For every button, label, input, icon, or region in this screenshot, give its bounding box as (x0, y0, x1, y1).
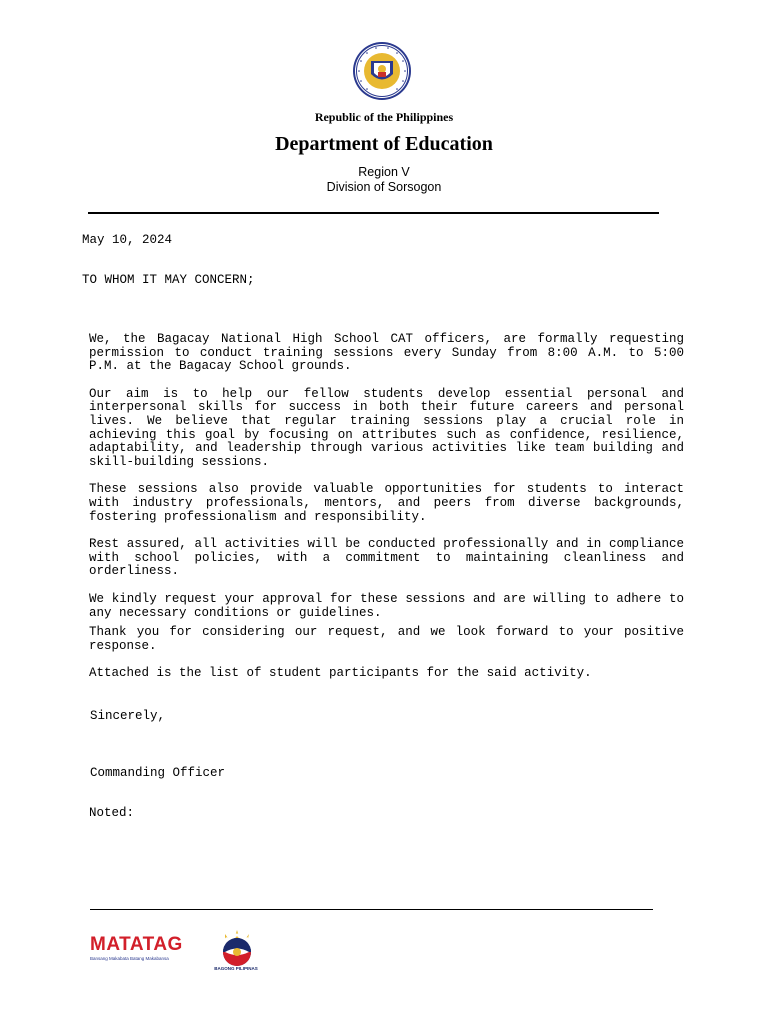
matatag-tagline: Bansang Makabata Batang Makabansa (90, 956, 169, 961)
letter-body (89, 333, 684, 681)
signatory-title: Commanding Officer (90, 766, 226, 780)
paragraph-opportunities: These sessions also provide valuable opportunities for students to interact with industry professionals, mentors, and peers from diverse backgrounds, fostering professionalism and responsibility. (89, 482, 684, 524)
region-line: Region V (358, 165, 410, 179)
division-line: Division of Sorsogon (326, 180, 442, 194)
deped-seal-logo (347, 41, 417, 101)
salutation: TO WHOM IT MAY CONCERN; (82, 273, 255, 287)
paragraph-approval: We kindly request your approval for these sessions and are willing to adhere to any necessary conditions or guidelines. (89, 591, 684, 620)
matatag-logo (90, 935, 200, 970)
paragraph-aim: Our aim is to help our fellow students develop essential personal and interpersonal skills for success in both their future careers and personal lives. We believe that regular training sessions play a crucial role in achieving this goal by focusing on attributes such as confidence, resilience, adaptability, and leadership through various activities like team building and skill-building sessions. (89, 386, 684, 469)
paragraph-request: We, the Bagacay National High School CAT officers, are formally requesting permission to conduct training sessions every Sunday from 8:00 A.M. to 5:00 P.M. at the Bagacay School grounds. (89, 332, 684, 374)
header-divider (88, 212, 659, 214)
noted-label: Noted: (89, 806, 135, 820)
paragraph-thanks: Thank you for considering our request, and we look forward to your positive response. (89, 625, 684, 653)
letter-date: May 10, 2024 (82, 233, 173, 247)
department-heading: Department of Education (275, 133, 493, 155)
footer-divider (90, 909, 653, 910)
closing: Sincerely, (90, 709, 166, 723)
paragraph-assurance: Rest assured, all activities will be conducted professionally and in compliance with school policies, with a commitment to maintaining cleanliness and orderliness. (89, 537, 684, 579)
republic-heading: Republic of the Philippines (314, 110, 454, 124)
bagong-pilipinas-label: BAGONG PILIPINAS (214, 966, 258, 971)
paragraph-attachment: Attached is the list of student participants for the said activity. (89, 666, 592, 681)
matatag-wordmark: MATATAG (90, 934, 183, 955)
